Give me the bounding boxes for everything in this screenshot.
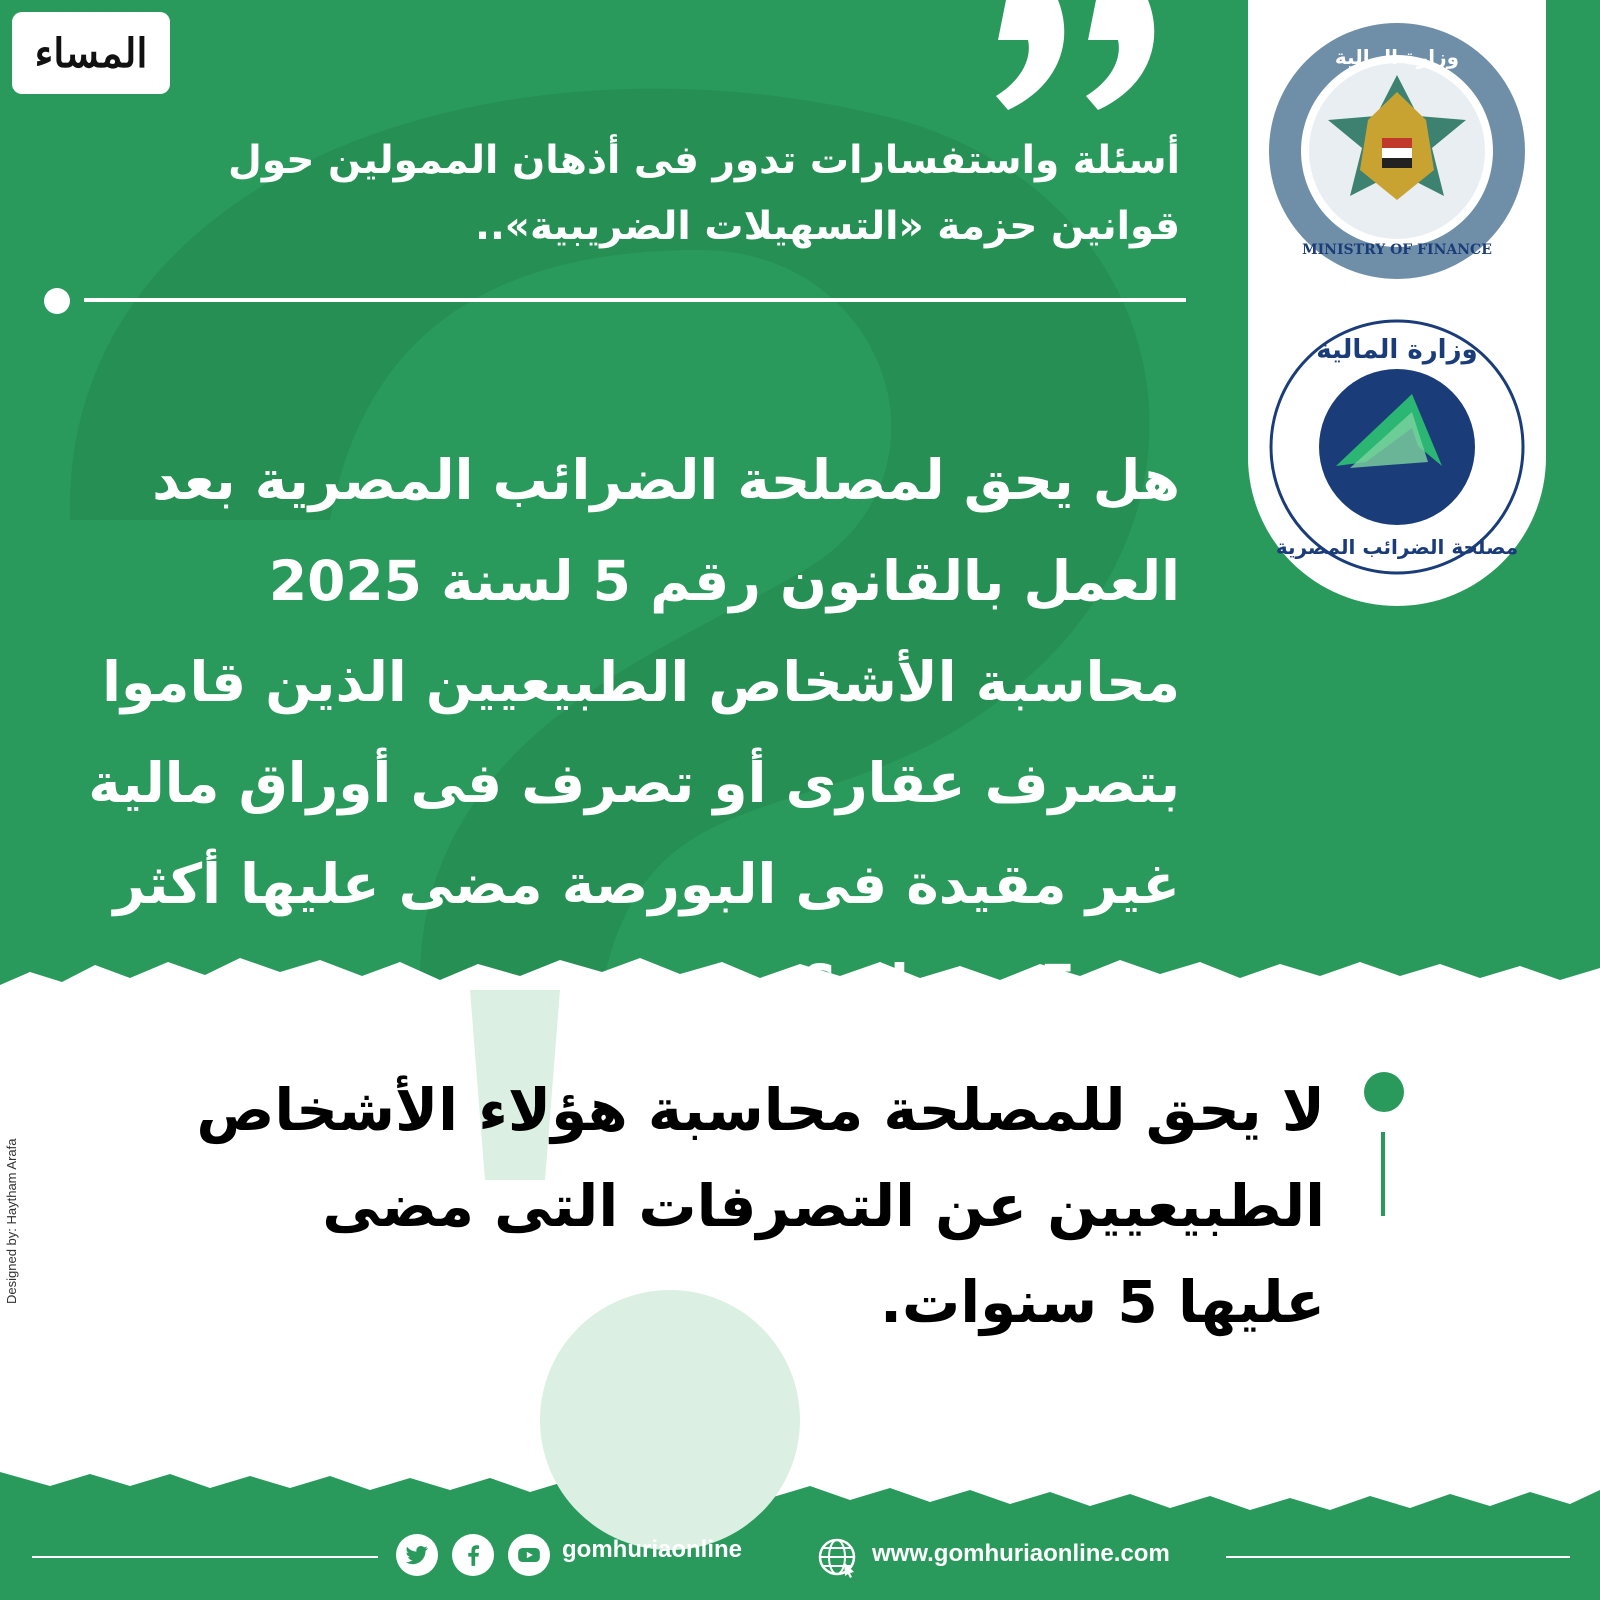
- designer-credit: Designed by: Haytham Arafa: [4, 1138, 19, 1304]
- youtube-icon[interactable]: [508, 1534, 550, 1576]
- social-handle[interactable]: gomhuriaonline: [562, 1536, 742, 1563]
- footer: [0, 1520, 1600, 1600]
- answer-bullet-dot: [1364, 1072, 1404, 1112]
- header-subtitle: أسئلة واستفسارات تدور فى أذهان الممولين حول قوانين حزمة «التسهيلات الضريبية»..: [228, 138, 1180, 249]
- newspaper-logo-text: المساء: [34, 29, 148, 77]
- facebook-icon[interactable]: [452, 1534, 494, 1576]
- twitter-icon[interactable]: [396, 1534, 438, 1576]
- divider-dot: [44, 288, 70, 314]
- footer-line-left: [32, 1556, 378, 1558]
- newspaper-logo: [12, 12, 170, 94]
- quote-mark-icon: [988, 0, 1168, 110]
- twitter-icon-glyph: [404, 1542, 430, 1568]
- tax-logo-ministry-text: وزارة المالية: [1316, 335, 1478, 365]
- facebook-icon-glyph: [460, 1542, 486, 1568]
- answer-text: لا يحق للمصلحة محاسبة هؤلاء الأشخاص الطبيعيين عن التصرفات التى مضى عليها 5 سنوات.: [196, 1076, 1325, 1336]
- website-link[interactable]: www.gomhuriaonline.com: [872, 1540, 1170, 1567]
- youtube-icon-glyph: [516, 1542, 542, 1568]
- globe-icon: [816, 1536, 858, 1578]
- footer-line-right: [1226, 1556, 1570, 1558]
- ministry-logo-en-text: MINISTRY OF FINANCE: [1302, 242, 1492, 258]
- divider-line: [84, 298, 1186, 302]
- ministry-of-finance-logo: [1266, 20, 1528, 282]
- tax-logo-authority-text: مصلحة الضرائب المصرية: [1275, 535, 1519, 559]
- question-text: هل يحق لمصلحة الضرائب المصرية بعد العمل بالقانون رقم 5 لسنة 2025 محاسبة الأشخاص الطبيعيين الذين قاموا بتصرف عقارى أو تصرف فى أوراق مالية غير مقيدة فى البورصة مضى عليها أكثر من 5 سنوات؟: [88, 448, 1180, 1017]
- ministry-logo-ar-text: وزارة المالية: [1334, 45, 1460, 69]
- tax-authority-logo: [1266, 316, 1528, 578]
- answer-bullet-line: [1381, 1132, 1385, 1216]
